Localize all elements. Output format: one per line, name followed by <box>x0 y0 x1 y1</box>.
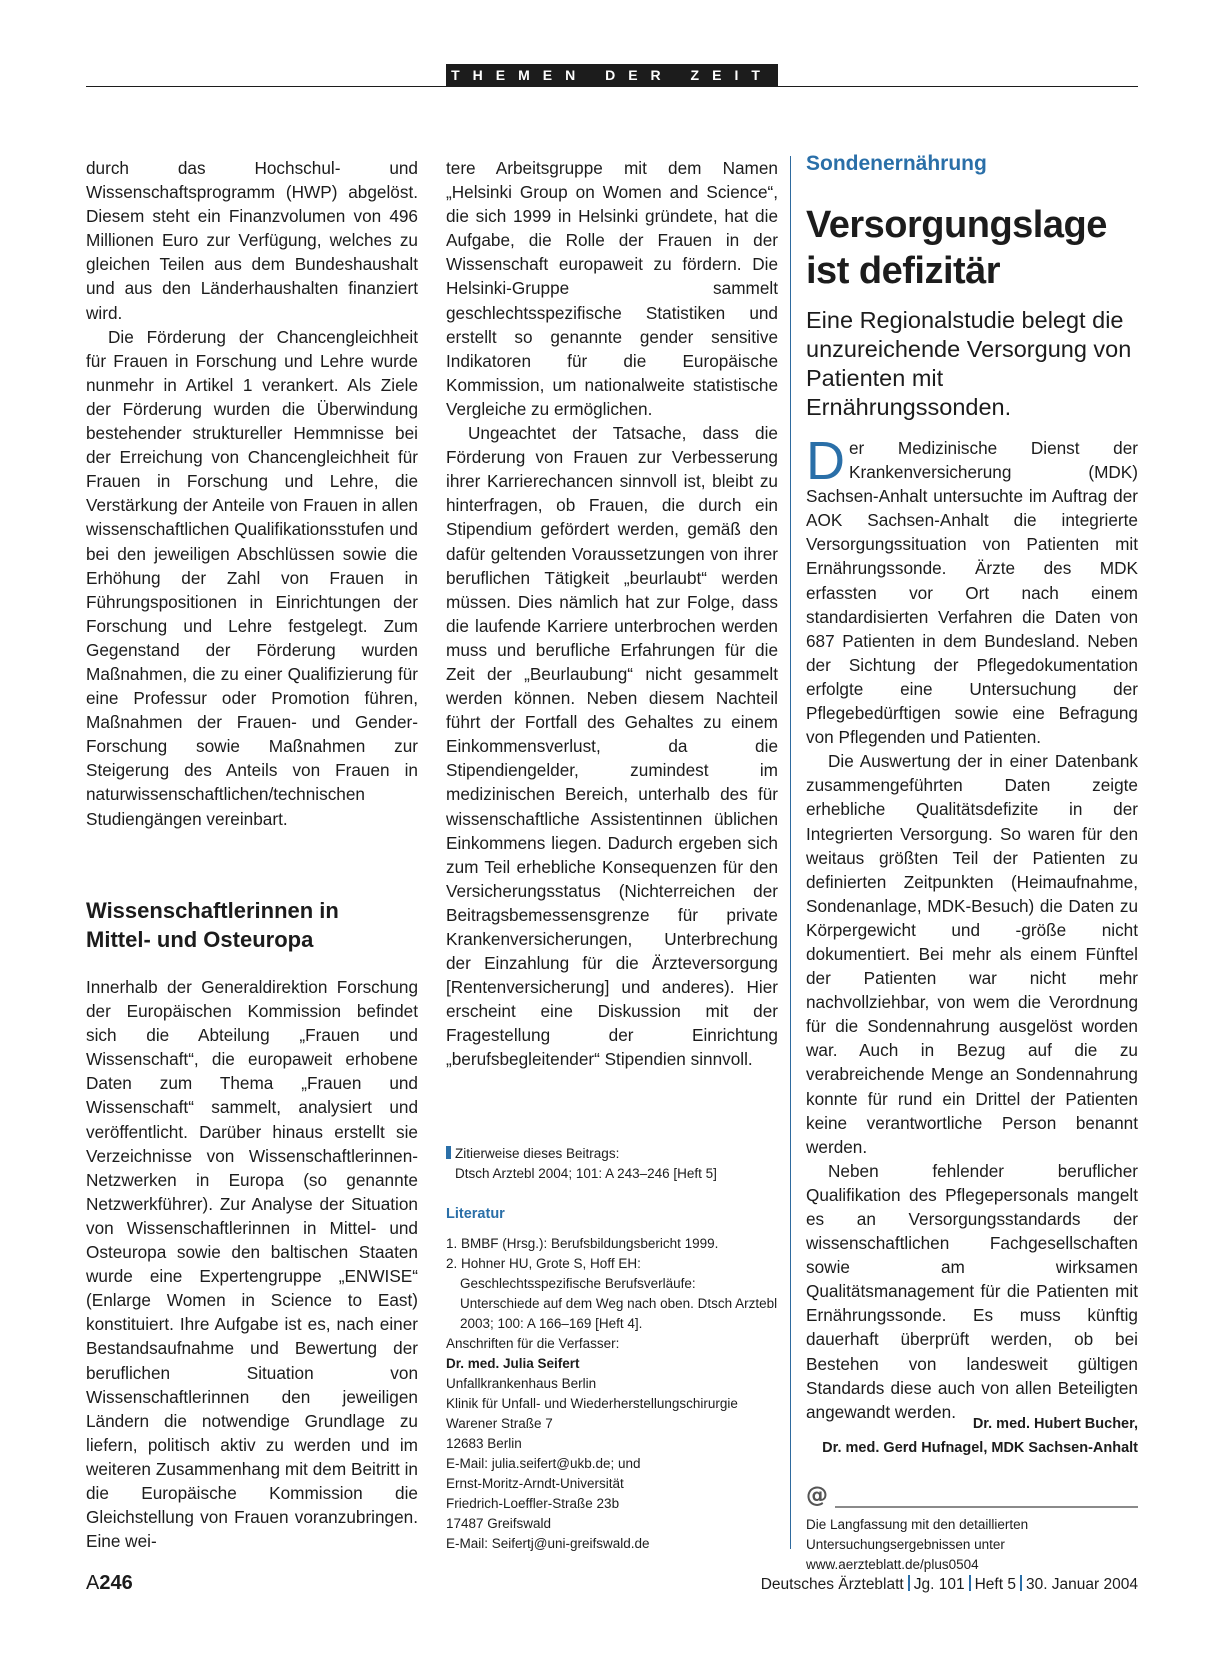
subheading-line: Mittel- und Osteuropa <box>86 927 314 952</box>
literature-list <box>446 1234 778 1334</box>
address-line: Warener Straße 7 <box>446 1416 553 1431</box>
header-rule <box>86 86 1138 87</box>
author-address <box>446 1334 778 1554</box>
paragraph: Innerhalb der Generaldirektion Forschung der Europäischen Kommission befindet sich die Abteilung „Frauen und Wissenschaft“, die europaweit erhobene Daten zum Thema „Frauen und Wissenschaft“ sammelt, analysiert und veröffentlicht. Darüber hinaus erstellt sie Verzeichnisse von Wissenschaftlerinnen-Netzwerken in Europa (so genannte Netzwerkführer). Zur Analyse der Situation von Wissenschaftlerinnen in Mittel- und Osteuropa sowie den baltischen Staaten wurde eine Expertengruppe „ENWISE“ (Enlarge Women in Science to East) konstituiert. Ihre Aufgabe ist es, nach einer Bestandsaufnahme und Bewertung der beruflichen Situation von Wissenschaftlerinnen den jeweiligen Ländern die notwendige Grundlage zu liefern, politisch aktiv zu werden und im weiteren Zusammenhang mit dem Beitritt in die Europäische Kommission die Gleichstellung von Frauen voranzubringen. Eine wei- <box>86 977 418 1552</box>
email-link[interactable]: E-Mail: Seifertj@uni-greifswald.de <box>446 1536 650 1551</box>
column-left <box>86 156 418 831</box>
journal-name: Deutsches Ärzteblatt <box>760 1576 904 1593</box>
literature-heading: Literatur <box>446 1206 505 1222</box>
address-line: Friedrich-Loeffler-Straße 23b <box>446 1496 620 1511</box>
citation-marker <box>446 1146 451 1159</box>
email-link[interactable]: E-Mail: julia.seifert@ukb.de; und <box>446 1456 641 1471</box>
footer-separator <box>969 1575 971 1591</box>
citation-label: Zitierweise dieses Beitrags: <box>455 1146 620 1161</box>
page-number-value: 246 <box>99 1572 133 1594</box>
address-intro: Anschriften für die Verfasser: <box>446 1336 620 1351</box>
address-name: Dr. med. Julia Seifert <box>446 1356 580 1371</box>
paragraph: Die Auswertung der in einer Datenbank zusammengeführten Daten zeigte erhebliche Qualitätsdefizite in der Integrierten Versorgung. So waren für den weitaus größten Teil der Patienten zu definierten Zeitpunkten (Heimaufnahme, Sondenanlage, MDK-Besuch) die Daten zu Körpergewicht und -größe nicht dokumentiert. Bei mehr als einem Fünftel der Patienten war nicht mehr nachvollziehbar, von wem die Verordnung für die Sondennahrung ausgelöst worden war. Auch in Bezug auf die zu verabreichende Menge an Sondennahrung konnte für rund ein Drittel der Patienten keine verantwortliche Person benannt werden. <box>806 751 1138 1157</box>
paragraph: tere Arbeitsgruppe mit dem Namen „Helsinki Group on Women and Science“, die sich 1999 in Helsinki gründete, hat die Aufgabe, die Rolle der Frauen in der Wissenschaft europaweit zu fördern. Die Helsinki-Gruppe sammelt geschlechtsspezifische Statistiken und erstellt so genannte gender sensitive Indikatoren für die Europäische Kommission, um nationalweite statistische Vergleiche zu ermöglichen. <box>446 158 778 419</box>
paragraph-text: er Medizinische Dienst der Krankenversicherung (MDK) Sachsen-Anhalt untersuchte im Auftrag der AOK Sachsen-Anhalt die integrierte Versorgungssituation von Patienten mit Ernährungssonde. Ärzte des MDK erfassten vor Ort nach einem standardisierten Verfahren die Daten von 687 Patienten in dem Bundesland. Neben der Sichtung der Pflegedokumentation erfolgte eine Untersuchung der Pflegebedürftigen sowie eine Befragung von Pflegenden und Patienten. <box>806 438 1138 748</box>
paragraph: Die Förderung der Chancengleichheit für Frauen in Forschung und Lehre wurde nunmehr in Artikel 1 verankert. Als Ziele der Förderung wurden die Überwindung bestehender struktureller Hemmnisse bei der Erreichung von Chancengleichheit für Frauen in Forschung und Lehre, die Verstärkung der Anteile von Frauen in allen wissenschaftlichen Qualifikationsstufen und bei den jeweiligen Abschlüssen sowie die Erhöhung der Zahl von Frauen in Führungspositionen in Einrichtungen der Forschung und Lehre festgelegt. Zum Gegenstand der Förderung wurden Maßnahmen, die zu einer Qualifizierung für eine Professur oder Promotion führen, Maßnahmen der Frauen- und Gender-Forschung sowie Maßnahmen zur Steigerung des Anteils von Frauen in naturwissenschaftlichen/technischen Studiengängen vereinbart. <box>86 326 418 829</box>
address-line: 12683 Berlin <box>446 1436 522 1451</box>
article-headline <box>806 202 1146 294</box>
section-header: THEMEN DER ZEIT <box>446 64 778 86</box>
column-divider <box>790 156 791 1549</box>
literature-item: 1. BMBF (Hrsg.): Berufsbildungsbericht 1999. <box>446 1236 719 1251</box>
headline-line: ist defizitär <box>806 250 1001 292</box>
footer-info <box>700 1575 1138 1594</box>
at-icon: @ <box>806 1483 828 1508</box>
address-line: Klinik für Unfall- und Wiederherstellungschirurgie <box>446 1396 738 1411</box>
paragraph: Ungeachtet der Tatsache, dass die Förderung von Frauen zur Verbesserung ihrer Karrierechancen sinnvoll ist, bleibt zu hinterfragen, ob Frauen, die durch ein Stipendium gefördert werden, gemäß den dafür geltenden Voraussetzungen von ihrer beruflichen Tätigkeit „beurlaubt“ werden müssen. Dies nämlich hat zur Folge, dass die laufende Karriere unterbrochen werden muss und berufliche Erfahrungen für die Zeit der „Beurlaubung“ nicht gesammelt werden können. Neben diesem Nachteil führt der Fortfall des Gehaltes zu einem Einkommensverlust, da die Stipendiengelder, zumindest im medizinischen Bereich, unterhalb des für wissenschaftliche Assistentinnen üblichen Einkommens liegen. Dadurch ergeben sich zum Teil erhebliche Konsequenzen für den Versicherungsstatus (Nichterreichen der Beitragsbemessensgrenze für private Krankenversicherungen, Unterbrechung der Einzahlung für die Ärzteversorgung [Rentenversicherung] und anderes). Hier erscheint eine Diskussion mit der Fragestellung der Einrichtung „berufsbegleitender“ Stipendien sinnvoll. <box>446 423 778 1070</box>
subheading <box>86 896 418 954</box>
address-line: 17487 Greifswald <box>446 1516 552 1531</box>
paragraph: durch das Hochschul- und Wissenschaftsprogramm (HWP) abgelöst. Diesem steht ein Finanzvolumen von 496 Millionen Euro zur Verfügung, welches zu gleichen Teilen aus dem Bundeshaushalt und aus den Länderhaushalten finanziert wird. <box>86 158 418 323</box>
address-line: Unfallkrankenhaus Berlin <box>446 1376 597 1391</box>
article-kicker: Sondenernährung <box>806 152 987 175</box>
paragraph: Neben fehlender beruflicher Qualifikation des Pflegepersonals mangelt es an Versorgungsstandards der wissenschaftlichen Fachgesellschaften sowie am wirksamen Qualitätsmanagement für die Patienten mit Ernährungssonde. Es muss künftig dauerhaft überprüft werden, ob bei Bestehen von landesweit gültigen Standards diese auch von allen Beteiligten angewandt werden. <box>806 1160 1138 1422</box>
author-line: Dr. med. Hubert Bucher, <box>972 1416 1138 1432</box>
note-rule <box>835 1506 1138 1508</box>
column-left-continued <box>86 975 418 1553</box>
subheading-line: Wissenschaftlerinnen in <box>86 898 339 923</box>
journal-issue: Heft 5 <box>974 1576 1016 1593</box>
footer-separator <box>1020 1575 1022 1591</box>
footer-separator <box>908 1575 910 1591</box>
journal-volume: Jg. 101 <box>913 1576 965 1593</box>
citation-reference: Dtsch Arztebl 2004; 101: A 243–246 [Heft 5] <box>455 1166 717 1181</box>
paragraph <box>806 431 1138 749</box>
article-authors <box>806 1412 1138 1460</box>
author-line: Dr. med. Gerd Hufnagel, MDK Sachsen-Anhalt <box>822 1440 1138 1456</box>
headline-line: Versorgungslage <box>806 204 1107 246</box>
page-number <box>86 1572 133 1595</box>
literature-item: 2. Hohner HU, Grote S, Hoff EH: Geschlechtsspezifische Berufsverläufe: Unterschiede auf dem Weg nach oben. Dtsch Arztebl 2003; 100: A 166–169 [Heft 4]. <box>446 1256 778 1331</box>
article-deck: Eine Regionalstudie belegt die unzureichende Versorgung von Patienten mit Ernährungssonden. <box>806 307 1132 420</box>
online-note[interactable]: Die Langfassung mit den detaillierten Untersuchungsergebnissen unter www.aerzteblatt.de/plus0504 <box>806 1517 1029 1572</box>
drop-cap: D <box>806 431 845 491</box>
page-prefix: A <box>86 1572 100 1594</box>
citation <box>446 1144 778 1184</box>
column-middle <box>446 156 778 1072</box>
address-line: Ernst-Moritz-Arndt-Universität <box>446 1476 624 1491</box>
column-right <box>806 431 1138 1424</box>
journal-date: 30. Januar 2004 <box>1025 1576 1138 1593</box>
